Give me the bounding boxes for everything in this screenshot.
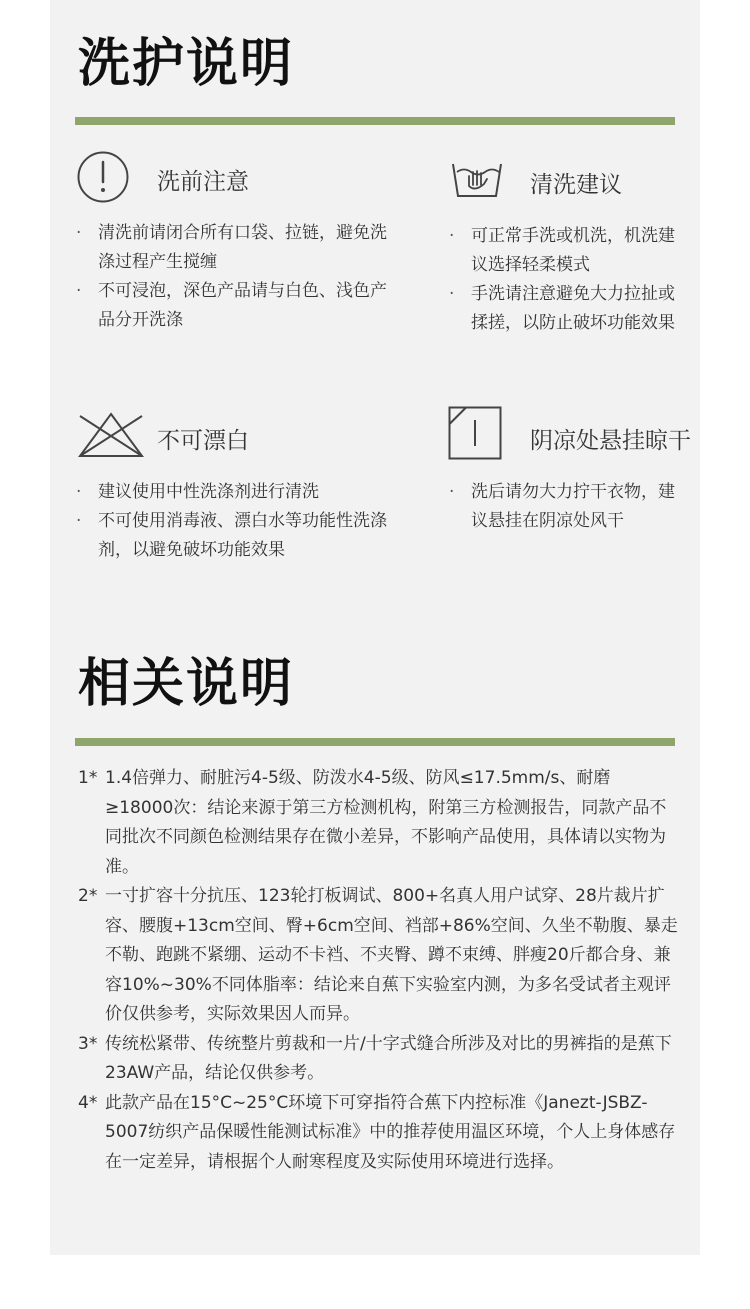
list-item: · 不可浸泡，深色产品请与白色、浅色产品分开洗涤 <box>76 277 394 335</box>
note-text: 一寸扩容十分抗压、123轮打板调试、800+名真人用户试穿、28片裁片扩容、腰腹+13cm空间、臀+6cm空间、裆部+86%空间、久坐不勒腹、暴走不勒、跑跳不紧绷、运动不卡裆、不夹臀、蹲不束缚、胖瘦20斤都合身、兼容10%~30%不同体脂率：结论来自蕉下实验室内测，为多名受试者主观评价仅供参考，实际效果因人而异。 <box>105 886 678 1024</box>
note-number: 2* <box>78 886 98 906</box>
note-item <box>78 764 678 882</box>
care-item-title: 洗前注意 <box>157 169 249 195</box>
care-item-title: 阴凉处悬挂晾干 <box>530 428 691 454</box>
notes-section-title: 相关说明 <box>78 654 295 714</box>
exclamation-circle-icon <box>76 150 130 204</box>
note-text: 此款产品在15°C~25°C环境下可穿指符合蕉下内控标准《Janezt-JSBZ-5007纺织产品保暖性能测试标准》中的推荐使用温区环境，个人上身体感存在一定差异，请根据个人耐寒程度及实际使用环境进行选择。 <box>105 1092 676 1172</box>
hand-wash-icon <box>448 150 506 202</box>
note-item <box>78 1089 678 1178</box>
note-item <box>78 882 678 1030</box>
list-item: · 不可使用消毒液、漂白水等功能性洗涤剂，以避免破坏功能效果 <box>76 507 394 565</box>
list-item: · 手洗请注意避免大力拉扯或揉搓，以防止破坏功能效果 <box>449 280 689 338</box>
note-number: 1* <box>78 768 98 788</box>
notes-title-rule <box>75 738 675 746</box>
care-item-list <box>449 222 689 338</box>
list-item: · 建议使用中性洗涤剂进行清洗 <box>76 478 394 507</box>
care-section-title: 洗护说明 <box>78 34 295 94</box>
note-number: 4* <box>78 1092 98 1113</box>
care-item-list <box>449 478 689 536</box>
care-item-list <box>76 219 394 335</box>
care-title-rule <box>75 117 675 125</box>
notes-list <box>78 764 678 1177</box>
note-text: 传统松紧带、传统整片剪裁和一片/十字式缝合所涉及对比的男裤指的是蕉下23AW产品，结论仅供参考。 <box>105 1033 672 1083</box>
care-item-title: 清洗建议 <box>530 172 622 198</box>
note-text: 1.4倍弹力、耐脏污4-5级、防泼水4-5级、防风≤17.5mm/s、耐磨≥18000次：结论来源于第三方检测机构，附第三方检测报告，同款产品不同批次不同颜色检测结果存在微小差异，不影响产品使用，具体请以实物为准。 <box>105 768 667 877</box>
line-dry-shade-icon <box>448 406 502 460</box>
list-item: · 洗后请勿大力拧干衣物，建议悬挂在阴凉处风干 <box>449 478 689 536</box>
list-item: · 可正常手洗或机洗，机洗建议选择轻柔模式 <box>449 222 689 280</box>
no-bleach-icon <box>76 410 146 460</box>
list-item: · 清洗前请闭合所有口袋、拉链，避免洗涤过程产生搅缠 <box>76 219 394 277</box>
care-item-list <box>76 478 394 565</box>
note-item <box>78 1030 678 1089</box>
note-number: 3* <box>78 1033 98 1054</box>
care-item-title: 不可漂白 <box>157 428 249 454</box>
